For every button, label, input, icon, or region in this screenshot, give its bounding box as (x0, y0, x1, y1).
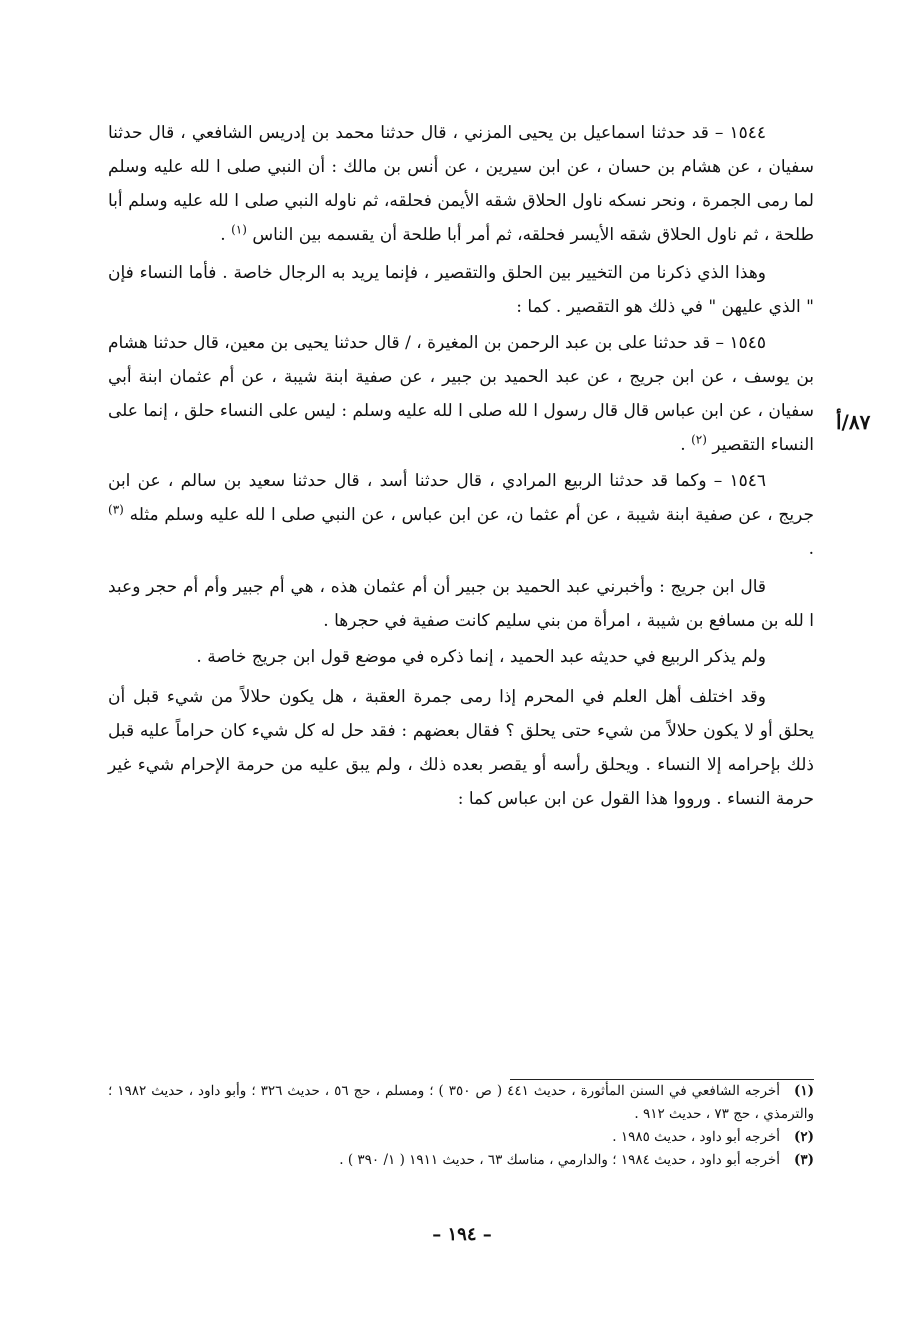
paragraph-scholars-disagreement (108, 680, 814, 816)
footnote-number: (٢) (793, 1129, 814, 1145)
main-text (108, 116, 814, 816)
footnote-number: (١) (793, 1083, 814, 1099)
paragraph-tail: . (680, 435, 692, 455)
paragraph-commentary-1 (108, 256, 814, 324)
page-number: – ١٩٤ – (432, 1224, 492, 1245)
paragraph-text: وقد اختلف أهل العلم في المحرم إذا رمى جمرة العقبة ، هل يكون حلالاً من شيء قبل أن يحلق أو لا يكون حلالاً من شيء حتى يحلق ؟ فقال بعضهم : فقد حل له كل شيء كان حراماً عليه قبل ذلك بإحرامه إلا النساء . ويحلق رأسه أو يقصر بعده ذلك ، ولم يبق عليه من حرمة الإحرام شيء غير حرمة النساء . ورووا هذا القول عن ابن عباس كما : (108, 687, 814, 809)
paragraph-ibn-jurayj (108, 570, 814, 638)
footnotes (108, 1080, 814, 1172)
paragraph-hadith-1545 (108, 326, 814, 462)
footnote-ref-1[interactable]: (١) (231, 222, 247, 237)
manuscript-folio-note: ٨٧/أ (836, 410, 871, 434)
footnote-text: أخرجه الشافعي في السنن المأثورة ، حديث ٤٤١ ( ص ٣٥٠ ) ؛ ومسلم ، حج ٥٦ ، حديث ٣٢٦ ؛ وأبو داود ، حديث ١٩٨٢ ؛ والترمذي ، حج ٧٣ ، حديث ٩١٢ . (108, 1083, 814, 1122)
paragraph-text: ولم يذكر الربيع في حديثه عبد الحميد ، إنما ذكره في موضع قول ابن جريج خاصة . (196, 647, 766, 667)
paragraph-tail: . (220, 225, 232, 245)
footnote-2 (108, 1126, 814, 1149)
footnote-1 (108, 1080, 814, 1126)
paragraph-text: ١٥٤٦ – وكما قد حدثنا الربيع المرادي ، قال حدثنا أسد ، قال حدثنا سعيد بن سالم ، عن ابن جريج ، عن صفية ابنة شيبة ، عن أم عثما ن، عن ابن عباس ، عن النبي صلى ا لله عليه وسلم مثله (108, 471, 814, 525)
footnote-text: أخرجه أبو داود ، حديث ١٩٨٤ ؛ والدارمي ، مناسك ٦٣ ، حديث ١٩١١ ( ١/ ٣٩٠ ) . (339, 1152, 780, 1168)
footnote-3 (108, 1149, 814, 1172)
paragraph-rabi-note (108, 640, 814, 674)
paragraph-text: قال ابن جريج : وأخبرني عبد الحميد بن جبير أن أم عثمان هذه ، هي أم جبير وأم أم حجر وعبد ا لله بن مسافع بن شيبة ، امرأة من بني سليم كانت صفية في حجرها . (108, 577, 814, 631)
paragraph-text: ١٥٤٤ – قد حدثنا اسماعيل بن يحيى المزني ، قال حدثنا محمد بن إدريس الشافعي ، قال حدثنا سفيان ، عن هشام بن حسان ، عن ابن سيرين ، عن أنس بن مالك : أن النبي صلى ا لله عليه وسلم لما رمى الجمرة ، ونحر نسكه ناول الحلاق شقه الأيمن فحلقه، ثم ناوله النبي صلى ا لله عليه وسلم أبا طلحة ، ثم ناول الحلاق شقه الأيسر فحلقه، ثم أمر أبا طلحة أن يقسمه بين الناس (108, 123, 814, 245)
footnote-number: (٣) (793, 1152, 814, 1168)
paragraph-tail: . (808, 539, 814, 559)
paragraph-text: وهذا الذي ذكرنا من التخيير بين الحلق والتقصير ، فإنما يريد به الرجال خاصة . فأما النساء فإن " الذي عليهن " في ذلك هو التقصير . كما : (108, 263, 814, 317)
paragraph-text: ١٥٤٥ – قد حدثنا على بن عبد الرحمن بن المغيرة ، / قال حدثنا يحيى بن معين، قال حدثنا هشام بن يوسف ، عن ابن جريج ، عن عبد الحميد بن جبير ، عن صفية ابنة شيبة ، عن أم عثمان ابنة أبي سفيان ، عن ابن عباس قال قال رسول ا لله صلى ا لله عليه وسلم : ليس على النساء حلق ، إنما على النساء التقصير (108, 333, 814, 455)
paragraph-hadith-1546 (108, 464, 814, 566)
footnote-ref-3[interactable]: (٣) (108, 502, 124, 517)
footnote-text: أخرجه أبو داود ، حديث ١٩٨٥ . (612, 1129, 780, 1145)
footnote-ref-2[interactable]: (٢) (691, 432, 707, 447)
paragraph-hadith-1544 (108, 116, 814, 252)
